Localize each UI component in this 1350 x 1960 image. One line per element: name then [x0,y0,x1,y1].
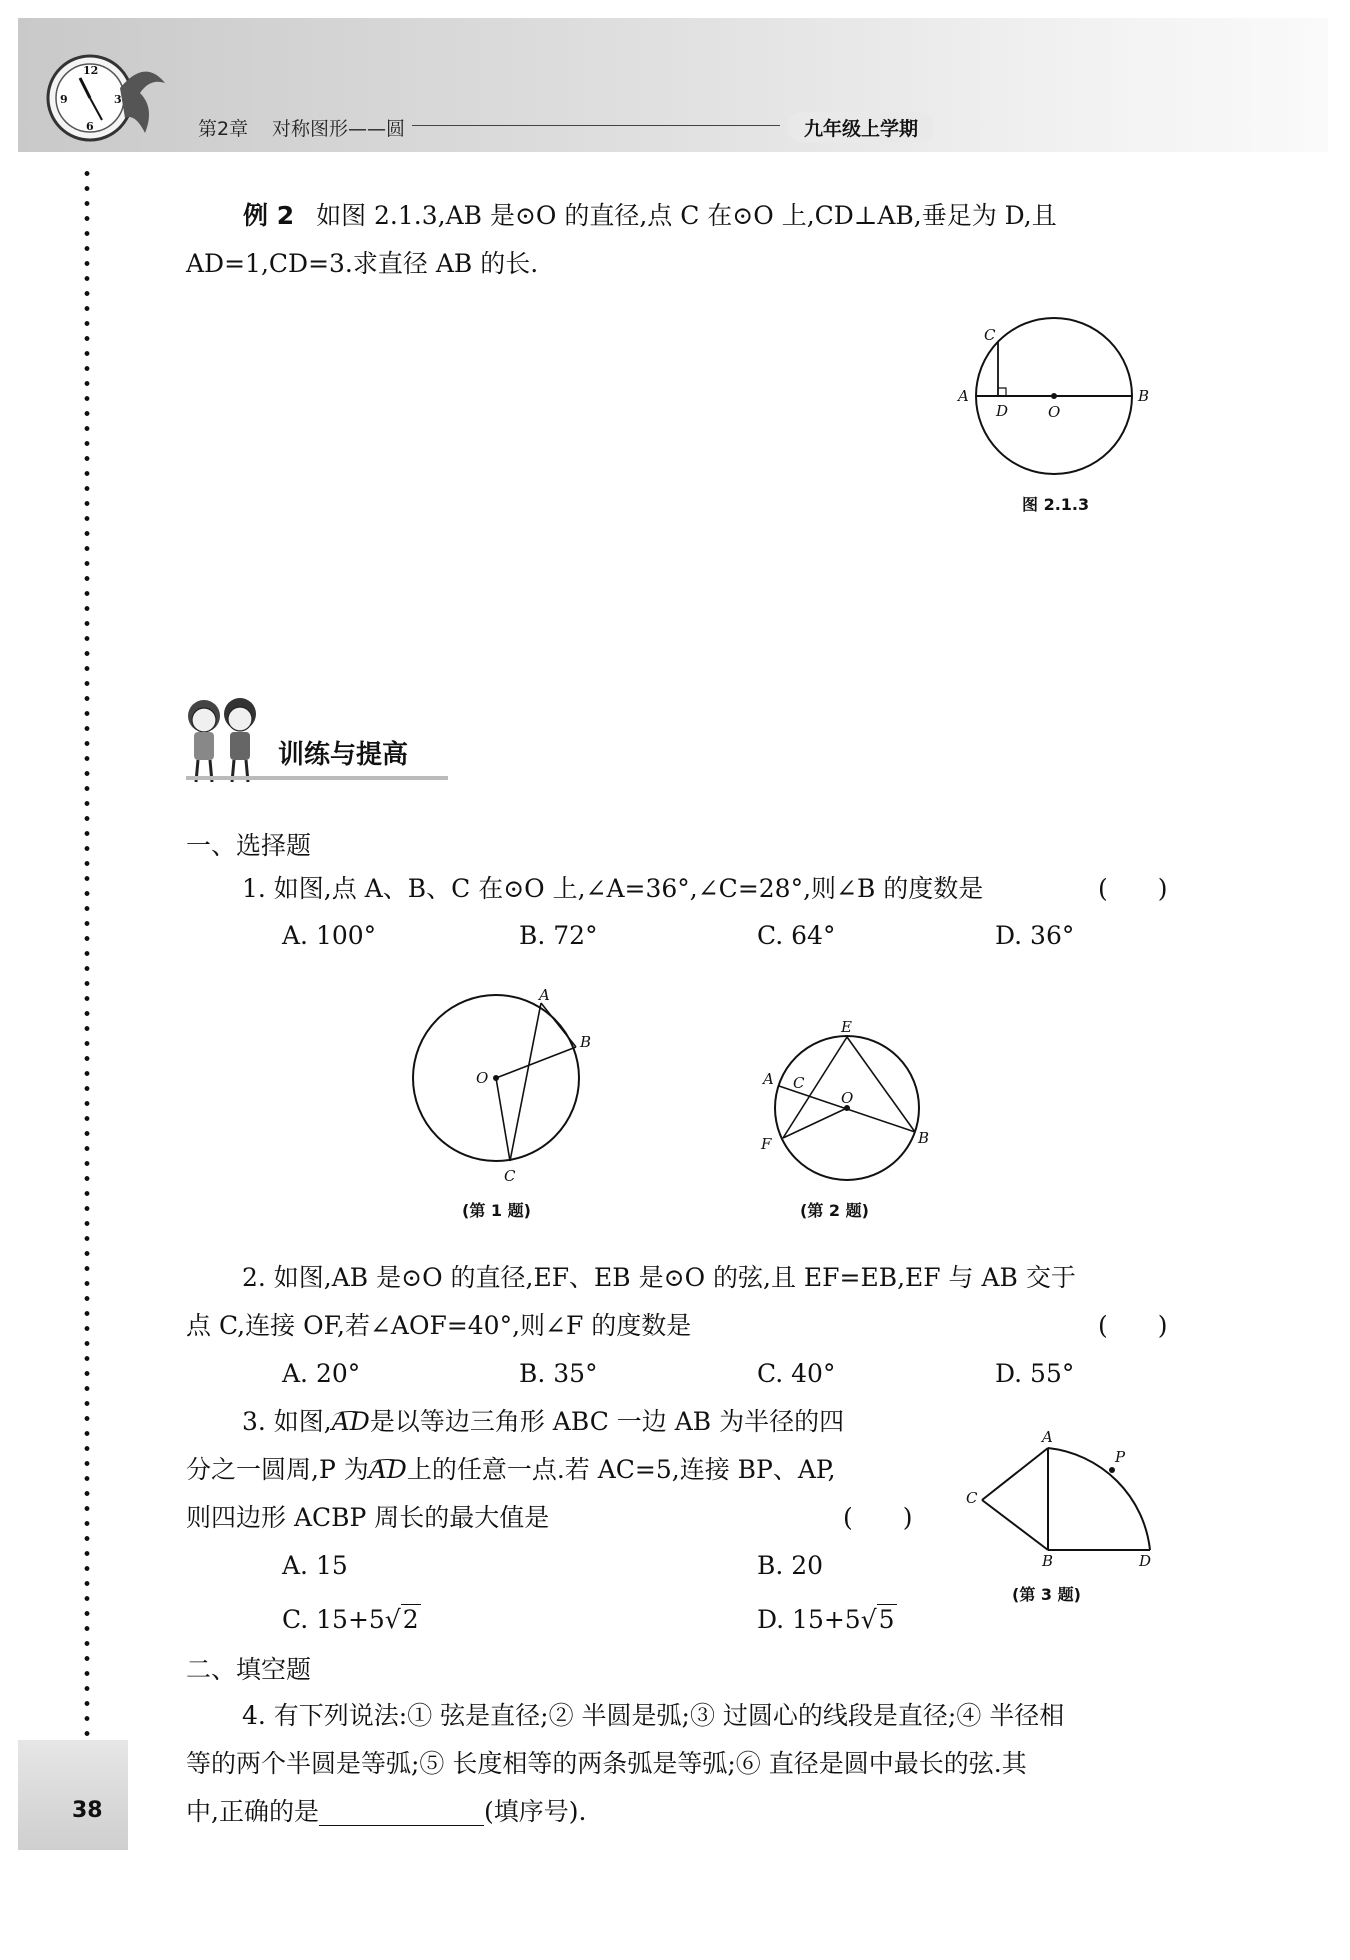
q2-answer-paren: ( ) [1098,1311,1168,1340]
q3-text: 上的任意一点.若 AC=5,连接 BP、AP, [406,1455,836,1484]
q2-line-1: 2. 如图,AB 是⊙O 的直径,EF、EB 是⊙O 的弦,且 EF=EB,EF 与 AB 交于 [242,1263,1076,1292]
clock-number: 3 [114,93,122,106]
q3-text: 3. 如图, [242,1407,332,1436]
point-label: E [841,1018,852,1036]
arc-ad: AD [331,1407,370,1436]
q1-option-c: C. 64° [757,921,836,950]
point-label: C [984,326,996,344]
point-label: B [580,1033,592,1051]
point-label: P [1115,1448,1126,1466]
q1-text: 1. 如图,点 A、B、C 在⊙O 上,∠A=36°,∠C=28°,则∠B 的度数是 [242,874,984,903]
section-title-fill: 二、填空题 [186,1655,312,1684]
point-label: D [1139,1552,1152,1570]
dotted-margin [84,166,90,1746]
q3-text: 分之一圆周,P 为 [186,1455,369,1484]
arc-ad: AD [368,1455,407,1484]
header-rule [412,125,780,126]
figure-q3 [950,1420,1170,1570]
example-line-1 [243,192,1057,240]
point-label: C [966,1489,978,1507]
q4-line-1: 4. 有下列说法:① 弦是直径;② 半圆是弧;③ 过圆心的线段是直径;④ 半径相 [242,1701,1065,1730]
q1-caption: (第 1 题) [462,1201,531,1220]
q1-option-b: B. 72° [519,921,598,950]
point-label: C [793,1074,805,1092]
training-underline [186,776,448,780]
q4-line-3 [186,1788,586,1836]
point-label: B [1042,1552,1054,1570]
q4-text: 中,正确的是 [186,1797,319,1826]
q4-text: (填序号). [483,1797,587,1826]
page-number: 38 [72,1798,103,1823]
example-text: 如图 2.1.3,AB 是⊙O 的直径,点 C 在⊙O 上,CD⊥AB,垂足为 D,且 [316,201,1057,230]
q3-text: 是以等边三角形 ABC 一边 AB 为半径的四 [369,1407,845,1436]
figure-q1 [400,985,600,1185]
children-icon [180,692,270,788]
point-label: B [918,1129,930,1147]
example-label: 例 2 [243,201,295,230]
point-label: O [476,1069,489,1087]
answer-blank[interactable] [319,1795,484,1826]
figure-caption: 图 2.1.3 [1022,495,1090,514]
point-label: A [539,986,550,1004]
q3-answer-paren: ( ) [843,1503,913,1532]
page-number-box [18,1740,128,1850]
figure-q2 [755,1010,955,1190]
q1-answer-paren: ( ) [1098,874,1168,903]
point-label: C [504,1167,516,1185]
clock-logo-icon [40,48,170,148]
point-label: A [958,387,969,405]
point-label: D [996,402,1009,420]
q2-caption: (第 2 题) [800,1201,869,1220]
training-title: 训练与提高 [278,740,409,770]
clock-number: 6 [86,120,94,133]
q2-line-2: 点 C,连接 OF,若∠AOF=40°,则∠F 的度数是 [186,1311,692,1340]
q3-option-d: D. 15+5√5 [757,1605,895,1634]
clock-number: 12 [83,64,99,77]
chapter-number: 第2章 [198,118,249,140]
chapter-title: 对称图形——圆 [272,118,406,140]
section-title-choice: 一、选择题 [186,831,312,860]
point-label: F [761,1135,772,1153]
q4-line-2: 等的两个半圆是等弧;⑤ 长度相等的两条弧是等弧;⑥ 直径是圆中最长的弦.其 [186,1749,1027,1778]
q2-option-b: B. 35° [519,1359,598,1388]
q2-option-d: D. 55° [995,1359,1075,1388]
point-label: A [763,1070,774,1088]
q3-line-2 [186,1446,836,1494]
q2-option-c: C. 40° [757,1359,836,1388]
q3-caption: (第 3 题) [1012,1585,1081,1604]
figure-2-1-3 [950,310,1150,490]
example-line-2: AD=1,CD=3.求直径 AB 的长. [186,249,539,278]
q3-line-1 [242,1398,844,1446]
point-label: B [1138,387,1150,405]
point-label: A [1042,1428,1053,1446]
q2-option-a: A. 20° [282,1359,361,1388]
q1-option-d: D. 36° [995,921,1075,950]
q3-option-c: C. 15+5√2 [282,1605,419,1634]
point-label: O [841,1089,854,1107]
q1-option-a: A. 100° [282,921,377,950]
clock-number: 9 [60,93,68,106]
q3-option-b: B. 20 [757,1551,824,1580]
q3-option-a: A. 15 [282,1551,348,1580]
q3-line-3: 则四边形 ACBP 周长的最大值是 [186,1503,550,1532]
grade-badge: 九年级上学期 [788,112,934,143]
point-label: O [1048,403,1061,421]
